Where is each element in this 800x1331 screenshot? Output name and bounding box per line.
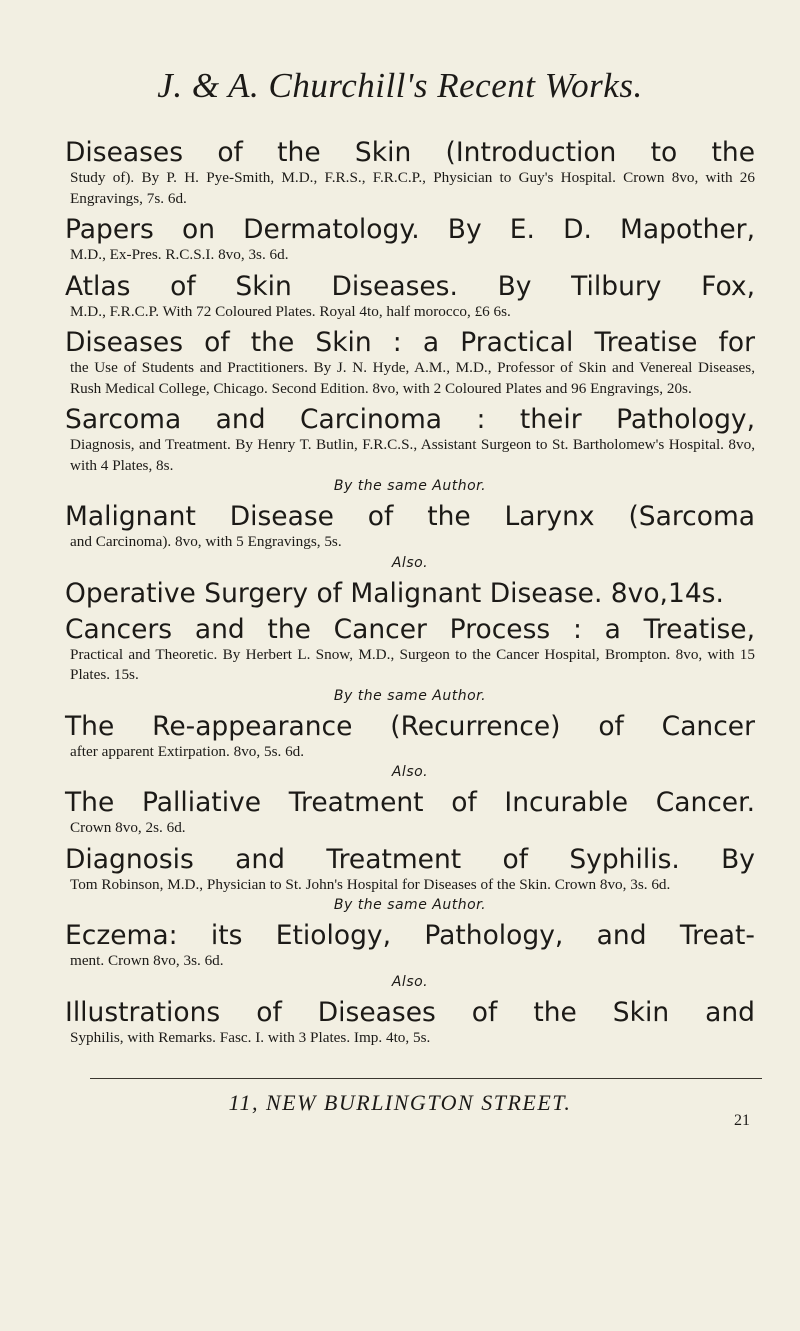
book-title: Diagnosis and Treatment of Syphilis. By — [65, 843, 755, 875]
book-title: Operative Surgery of Malignant Disease. 8vo,14s. — [65, 577, 724, 609]
book-description: Tom Robinson, M.D., Physician to St. John's Hospital for Diseases of the Skin. Crown 8vo, 3s. 6d. — [70, 875, 671, 893]
book-entry — [65, 405, 755, 496]
book-description: the Use of Students and Practitioners. By J. N. Hyde, A.M., M.D., Professor of Skin and Venereal Diseases, Rush Medical College, Chicago. Second Edition. 8vo, with 2 Coloured Plates and 96 Engravings, 20s. — [70, 359, 755, 397]
book-title: The Re-appearance (Recurrence) of Cancer — [65, 710, 755, 742]
book-title: Malignant Disease of the Larynx (Sarcoma — [65, 501, 755, 532]
page-header: J. & A. Churchill's Recent Works. — [157, 66, 643, 105]
book-title: Illustrations of Diseases of the Skin and — [65, 996, 755, 1028]
book-description: Diagnosis, and Treatment. By Henry T. Butlin, F.R.C.S., Assistant Surgeon to St. Bartholomew's Hospital. 8vo, with 4 Plates, 8s. — [70, 436, 755, 474]
book-title: Diseases of the Skin : a Practical Treatise for — [65, 327, 755, 358]
book-entry — [65, 615, 755, 706]
book-entry — [65, 788, 755, 839]
book-description: Practical and Theoretic. By Herbert L. Snow, M.D., Surgeon to the Cancer Hospital, Brompton. 8vo, with 15 Plates. 15s. — [70, 645, 755, 683]
book-entry — [65, 272, 755, 323]
book-entry — [65, 328, 755, 399]
book-description: and Carcinoma). 8vo, with 5 Engravings, 5s. — [70, 533, 342, 550]
book-title: The Palliative Treatment of Incurable Cancer. — [65, 787, 755, 818]
author-note: Also. — [391, 764, 429, 780]
book-entry — [65, 579, 755, 609]
book-description: Syphilis, with Remarks. Fasc. I. with 3 Plates. Imp. 4to, 5s. — [70, 1028, 431, 1046]
author-note: Also. — [391, 973, 429, 990]
book-description: M.D., Ex-Pres. R.C.S.I. 8vo, 3s. 6d. — [70, 246, 289, 263]
author-note: By the same Author. — [333, 897, 487, 913]
book-description: ment. Crown 8vo, 3s. 6d. — [70, 952, 224, 969]
book-title: Eczema: its Etiology, Pathology, and Treat- — [65, 920, 755, 951]
book-list — [65, 132, 755, 1048]
author-note: By the same Author. — [333, 687, 487, 704]
book-entry — [65, 502, 755, 573]
book-title: Atlas of Skin Diseases. By Tilbury Fox, — [65, 270, 755, 302]
book-title: Cancers and the Cancer Process : a Treatise, — [65, 613, 755, 645]
book-description: after apparent Extirpation. 8vo, 5s. 6d. — [70, 742, 305, 760]
footer-divider — [90, 1078, 762, 1079]
publisher-address: 11, NEW BURLINGTON STREET. — [228, 1090, 572, 1115]
book-description: Study of). By P. H. Pye-Smith, M.D., F.R.S., F.R.C.P., Physician to Guy's Hospital. Crown 8vo, with 26 Engravings, 7s. 6d. — [70, 169, 755, 207]
book-title: Papers on Dermatology. By E. D. Mapother, — [65, 214, 755, 245]
book-entry — [65, 215, 755, 266]
author-note: By the same Author. — [333, 478, 487, 494]
book-title: Sarcoma and Carcinoma : their Pathology, — [65, 404, 755, 435]
book-entry — [65, 998, 755, 1049]
book-title: Diseases of the Skin (Introduction to the — [65, 137, 755, 168]
book-description: Crown 8vo, 2s. 6d. — [70, 819, 186, 836]
book-entry — [65, 921, 755, 992]
book-entry — [65, 712, 755, 783]
author-note: Also. — [391, 554, 429, 571]
book-entry — [65, 138, 755, 209]
book-entry — [65, 845, 755, 916]
page-number: 21 — [734, 1112, 750, 1129]
book-description: M.D., F.R.C.P. With 72 Coloured Plates. Royal 4to, half morocco, £6 6s. — [70, 302, 511, 320]
